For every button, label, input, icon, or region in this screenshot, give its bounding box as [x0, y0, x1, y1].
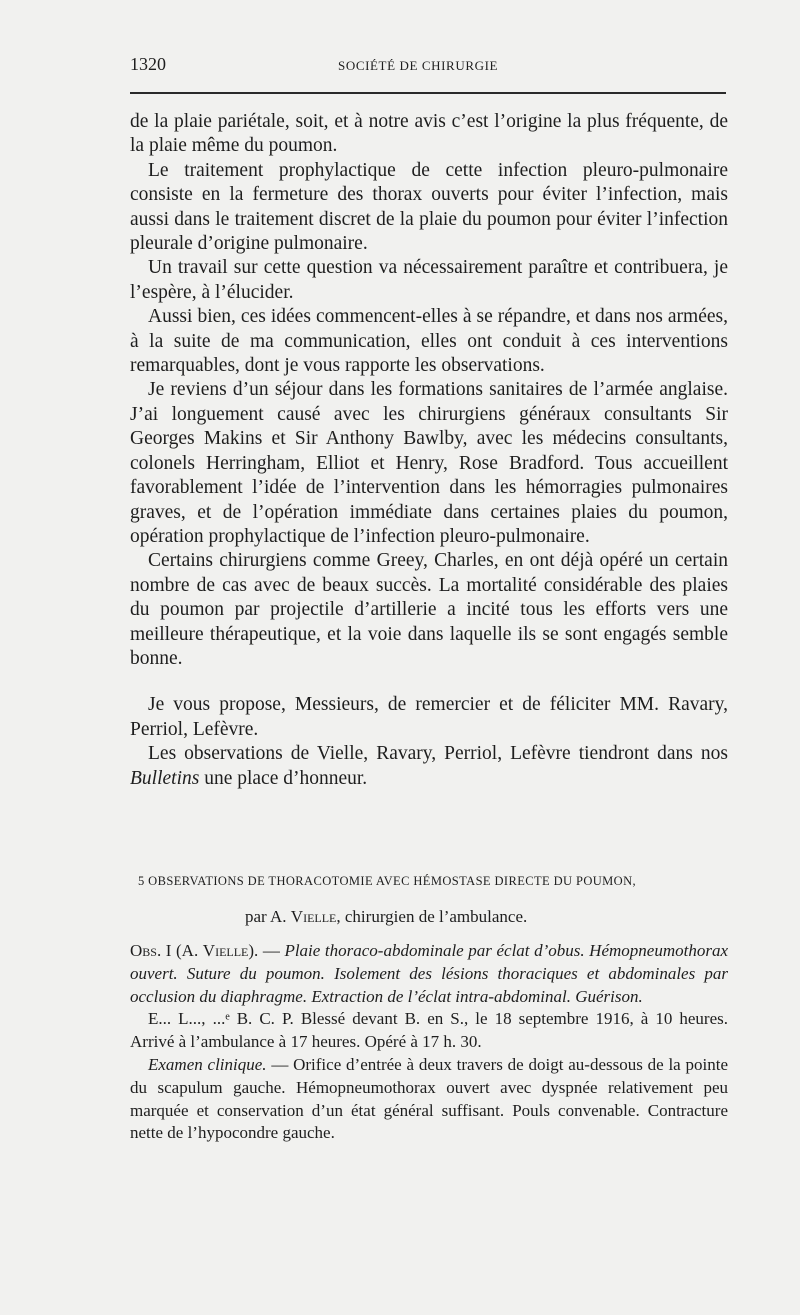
section-title: 5 OBSERVATIONS DE THORACOTOMIE AVEC HÉMOSTASE DIRECTE DU POUMON,: [138, 874, 637, 888]
section-heading: [130, 874, 728, 927]
paragraph: Aussi bien, ces idées commencent-elles à se répandre, et dans nos armées, à la suite de ma communication, elles ont conduit à ces interventions remarquables, dont je vous rapporte les observations.: [130, 306, 728, 377]
body-text: [130, 110, 728, 791]
exam-label: Examen clinique.: [148, 1054, 267, 1074]
closing-text-end: une place d’honneur.: [199, 767, 368, 789]
clinical-exam: [130, 1054, 728, 1145]
exam-text: — Orifice d’entrée à deux travers de doigt au-dessous de la pointe du scapulum gauche. Hémopneumothorax ouvert avec dyspnée relativement peu marquée et conservation d’un état général suffisant. Pouls convenable. Contracture nette de l’hypocondre gauche.: [130, 1054, 728, 1143]
paragraph: Le traitement prophylactique de cette infection pleuro-pulmonaire consiste en la fermeture des thorax ouverts pour éviter l’infection, mais aussi dans le traitement discret de la plaie du poumon pour éviter l’infection pleurale d’origine pulmonaire.: [130, 159, 728, 255]
page-header: [130, 54, 726, 80]
header-rule: [130, 92, 726, 94]
attribution-close: ). —: [248, 941, 285, 960]
paragraph: de la plaie pariétale, soit, et à notre avis c’est l’origine la plus fréquente, de la plaie même du poumon.: [130, 111, 728, 157]
section-author: [245, 907, 728, 927]
attribution-name: Vielle: [202, 941, 249, 960]
observation-summary: Plaie thoraco-abdominale par éclat d’obus. Hémopneumothorax ouvert. Suture du poumon. Isolement des lésions thoraciques et abdominales par occlusion du diaphragme. Extraction de l’éclat intra-abdominal. Guérison.: [130, 941, 728, 1006]
case-details: E... L..., ...ᵉ B. C. P. Blessé devant B. en S., le 18 septembre 1916, à 10 heures. Arrivé à l’ambulance à 17 heures. Opéré à 17 h. 30.: [130, 1009, 728, 1052]
paragraph-gap: [130, 671, 728, 693]
observation-heading: [130, 940, 728, 1008]
author-name: Vielle: [290, 907, 337, 926]
observation-block: [130, 940, 728, 1145]
author-suffix: , chirurgien de l’ambulance.: [336, 907, 528, 926]
observation-label: Obs. I: [130, 941, 172, 960]
paragraph: Je reviens d’un séjour dans les formations sanitaires de l’armée anglaise. J’ai longuement causé avec les chirurgiens généraux consultants Sir Georges Makins et Sir Anthony Bawlby, avec les médecins consultants, colonels Herringham, Elliot et Henry, Rose Bradford. Tous accueillent favorablement l’idée de l’intervention dans les hémorragies pulmonaires graves, et de l’opération immédiate dans certaines plaies du poumon, opération prophylactique de l’infection pleuro-pulmonaire.: [130, 379, 728, 547]
closing-text-start: Les observations de Vielle, Ravary, Perriol, Lefèvre tiendront dans nos: [148, 743, 728, 765]
closing-paragraph: Je vous propose, Messieurs, de remercier et de féliciter MM. Ravary, Perriol, Lefèvre.: [130, 694, 728, 740]
paragraph: Certains chirurgiens comme Greey, Charles, en ont déjà opéré un certain nombre de cas avec de beaux succès. La mortalité considérable des plaies du poumon par projectile d’artillerie a incité tous les efforts vers une meilleure thérapeutique, et la voie dans laquelle ils se sont engagés semble bonne.: [130, 550, 728, 669]
paragraph: Un travail sur cette question va nécessairement paraître et contribuera, je l’espère, à l’élucider.: [130, 257, 728, 303]
bulletins-italic: Bulletins: [130, 767, 200, 789]
page-number: 1320: [130, 54, 166, 74]
running-head: SOCIÉTÉ DE CHIRURGIE: [338, 58, 499, 73]
attribution-open: (A.: [171, 941, 203, 960]
author-prefix: par A.: [245, 907, 291, 926]
closing-paragraph-2: [130, 742, 728, 791]
